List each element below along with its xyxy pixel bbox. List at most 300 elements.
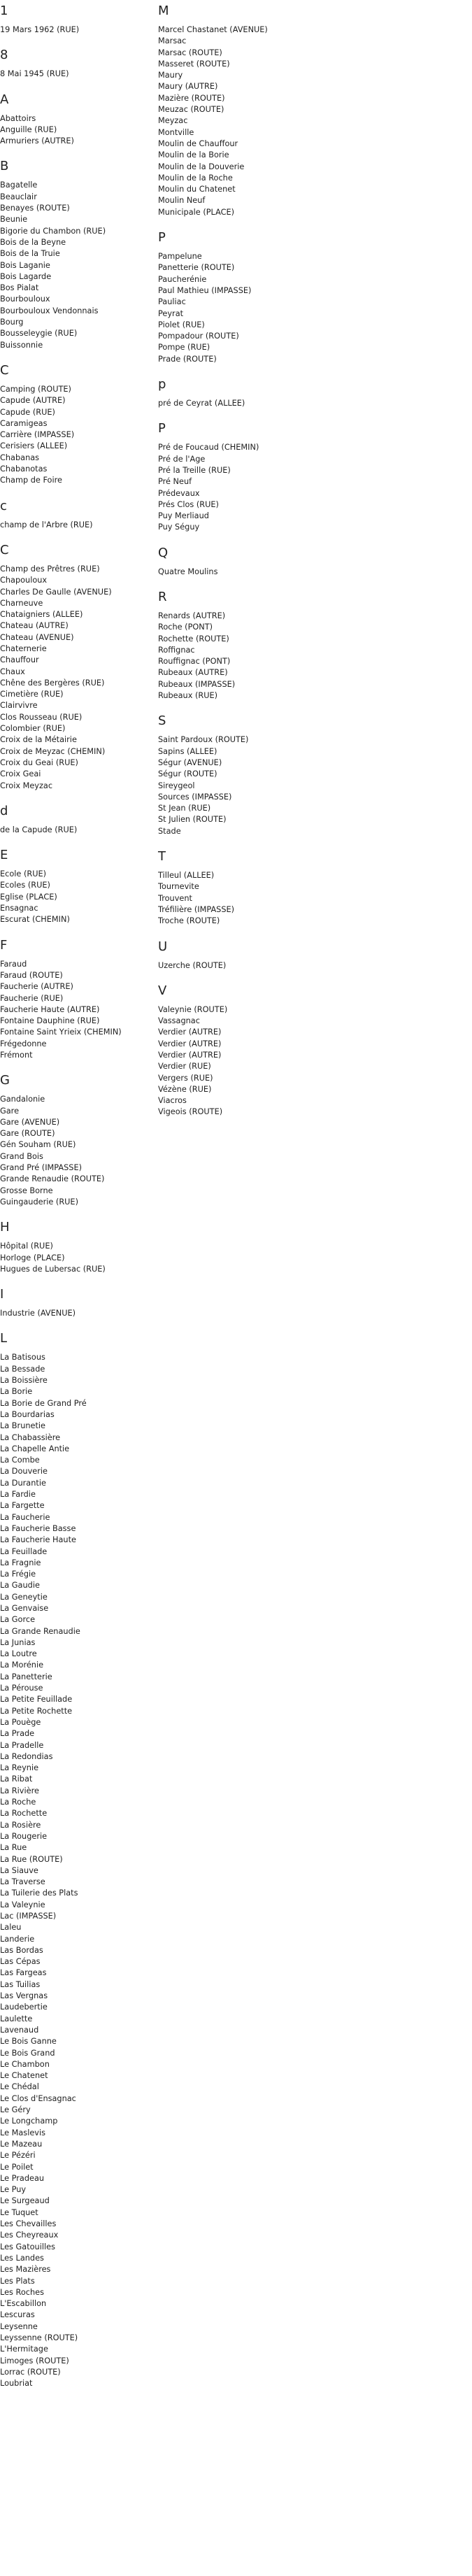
street-name: Croix Geai <box>0 769 41 779</box>
street-list <box>158 870 291 927</box>
street-name: La Rochette <box>0 1809 48 1819</box>
letter-section-c <box>0 542 133 792</box>
street-list <box>158 398 291 409</box>
street-name: Le Chédal <box>0 2082 39 2092</box>
street-name: Chêne des Bergères (RUE) <box>0 678 105 688</box>
street-name: Tilleul (ALLEE) <box>158 871 215 881</box>
street-name: Chateau (AUTRE) <box>0 621 69 631</box>
street-name: Escurat (CHEMIN) <box>0 915 70 925</box>
street-name: Capude (AUTRE) <box>0 396 66 406</box>
street-list <box>0 384 133 487</box>
street-name: La Gorce <box>0 1615 36 1625</box>
street-name: Ségur (ROUTE) <box>158 769 217 779</box>
street-list <box>0 1241 133 1275</box>
street-list <box>0 1094 133 1208</box>
street-name: de la Capude (RUE) <box>0 825 78 834</box>
street-name: Maury <box>158 71 183 80</box>
street-name: Renards (AUTRE) <box>158 611 226 620</box>
street-name: Hugues de Lubersac (RUE) <box>0 1264 106 1274</box>
street-name: Marsac (ROUTE) <box>158 48 222 57</box>
street-name: La Rougerie <box>0 1831 48 1841</box>
letter-section-p <box>158 229 291 365</box>
street-name: Las Fargeas <box>0 1968 47 1978</box>
letter-heading: P <box>158 421 166 436</box>
street-list <box>158 734 291 837</box>
street-name: Croix de la Métairie <box>0 735 77 745</box>
street-name: Charles De Gaulle (AVENUE) <box>0 587 112 597</box>
street-name: La Tuilerie des Plats <box>0 1888 78 1898</box>
street-name: Ségur (AVENUE) <box>158 757 222 767</box>
street-name: La Borie de Grand Pré <box>0 1398 87 1408</box>
street-name: Verdier (AUTRE) <box>158 1051 222 1060</box>
street-name: Moulin de Chauffour <box>158 138 238 148</box>
street-name: Rochette (ROUTE) <box>158 634 229 643</box>
street-name: Panetterie (ROUTE) <box>158 263 235 273</box>
street-name: Saint Pardoux (ROUTE) <box>158 735 249 745</box>
street-name: La Roche <box>0 1798 36 1807</box>
street-name: Chaternerie <box>0 643 47 653</box>
street-name: Chapouloux <box>0 576 48 585</box>
street-name: Anguille (RUE) <box>0 124 57 134</box>
street-name: Verdier (AUTRE) <box>158 1039 222 1048</box>
street-name: Leysenne <box>0 2321 38 2331</box>
street-name: Puy Merliaud <box>158 511 209 521</box>
street-name: Quatre Moulins <box>158 567 218 576</box>
street-name: Montville <box>158 127 194 137</box>
street-name: Sapins (ALLEE) <box>158 746 217 756</box>
street-name: Les Cheyreaux <box>0 2230 59 2240</box>
street-name: Grand Pré (IMPASSE) <box>0 1163 82 1173</box>
letter-section-e <box>0 847 133 925</box>
street-name: Laudebertie <box>0 2002 48 2012</box>
letter-section-u <box>158 939 291 972</box>
street-name: Bois Lagarde <box>0 271 52 281</box>
letter-heading: U <box>158 939 168 954</box>
letter-section-p <box>158 420 291 533</box>
street-name: Hôpital (RUE) <box>0 1241 53 1251</box>
street-name: Rubeaux (IMPASSE) <box>158 679 236 689</box>
street-name: La Ribat <box>0 1774 33 1784</box>
street-name: Uzerche (ROUTE) <box>158 960 227 970</box>
street-name: Cimetière (RUE) <box>0 690 64 699</box>
street-name: La Redondias <box>0 1751 53 1761</box>
street-name: Limoges (ROUTE) <box>0 2356 69 2365</box>
street-name: Clairvivre <box>0 701 38 711</box>
street-name: Bos Pialat <box>0 283 39 293</box>
street-name: Moulin de la Douverie <box>158 162 245 171</box>
street-name: Les Roches <box>0 2287 44 2297</box>
street-name: Rubeaux (AUTRE) <box>158 668 228 678</box>
street-name: Chauffour <box>0 655 39 665</box>
street-name: La Faucherie <box>0 1512 50 1522</box>
street-name: Pampelune <box>158 252 202 262</box>
street-name: Vézène (RUE) <box>158 1084 212 1094</box>
street-name: Vigeois (ROUTE) <box>158 1107 223 1117</box>
street-name: Tréfilière (IMPASSE) <box>158 904 235 914</box>
street-name: Vergers (RUE) <box>158 1073 213 1083</box>
street-index-left-column <box>0 3 133 2400</box>
street-name: Laleu <box>0 1923 22 1933</box>
street-name: Verdier (AUTRE) <box>158 1027 222 1037</box>
street-name: Clos Rousseau (RUE) <box>0 712 83 722</box>
street-list <box>158 442 291 533</box>
street-name: Las Bordas <box>0 1945 43 1955</box>
street-name: La Prade <box>0 1729 35 1739</box>
street-name: Gén Souham (RUE) <box>0 1140 76 1150</box>
street-name: Roche (PONT) <box>158 622 213 632</box>
street-name: La Siauve <box>0 1865 38 1875</box>
street-name: Croix du Geai (RUE) <box>0 757 78 767</box>
street-name: Pompe (RUE) <box>158 343 210 353</box>
letter-section-p <box>158 376 291 409</box>
letter-heading: P <box>158 230 166 245</box>
street-name: Prédevaux <box>158 488 200 498</box>
street-name: Bagatelle <box>0 180 38 190</box>
street-name: Loubriat <box>0 2379 33 2389</box>
street-name: Rubeaux (RUE) <box>158 691 218 701</box>
street-name: Pompadour (ROUTE) <box>158 332 239 341</box>
street-name: Le Longchamp <box>0 2116 58 2126</box>
street-name: Faraud (ROUTE) <box>0 970 63 980</box>
street-list <box>0 69 133 80</box>
street-name: Colombier (RUE) <box>0 724 66 734</box>
street-name: Valeynie (ROUTE) <box>158 1004 228 1014</box>
street-name: Meyzac <box>158 116 188 126</box>
street-name: La Morénie <box>0 1660 44 1670</box>
street-name: Moulin du Chatenet <box>158 185 236 194</box>
street-name: Le Chatenet <box>0 2071 48 2081</box>
street-name: Benayes (ROUTE) <box>0 204 70 213</box>
street-list <box>0 113 133 148</box>
street-name: St Julien (ROUTE) <box>158 815 227 825</box>
street-name: Moulin de la Borie <box>158 150 229 160</box>
street-name: La Combe <box>0 1456 40 1465</box>
letter-section-1 <box>0 3 133 36</box>
street-index-right-column <box>158 3 291 1130</box>
street-name: La Pouège <box>0 1717 41 1727</box>
letter-heading: C <box>0 362 9 378</box>
street-name: La Petite Feuillade <box>0 1695 73 1705</box>
street-name: La Rivière <box>0 1786 39 1795</box>
street-name: Le Chambon <box>0 2059 50 2069</box>
letter-heading: H <box>0 1220 10 1235</box>
street-name: Camping (ROUTE) <box>0 384 71 394</box>
street-name: Ecole (RUE) <box>0 869 47 879</box>
street-name: Tournevite <box>158 882 199 892</box>
street-name: Puy Séguy <box>158 522 200 532</box>
street-name: Le Géry <box>0 2105 31 2115</box>
street-list <box>0 564 133 792</box>
street-list <box>158 611 291 702</box>
street-name: Gare (AVENUE) <box>0 1117 60 1127</box>
street-name: Faraud <box>0 959 27 969</box>
street-name: Buissonnie <box>0 340 43 350</box>
street-name: Carrière (IMPASSE) <box>0 430 75 440</box>
street-name: Le Mazeau <box>0 2139 43 2149</box>
street-name: Piolet (RUE) <box>158 320 205 329</box>
street-name: Sources (IMPASSE) <box>158 792 232 802</box>
letter-heading: V <box>158 983 167 998</box>
letter-heading: R <box>158 589 167 604</box>
street-name: Le Poilet <box>0 2162 34 2172</box>
letter-heading: F <box>0 937 8 953</box>
street-name: Champ des Prêtres (RUE) <box>0 564 100 574</box>
street-name: Mazière (ROUTE) <box>158 93 225 103</box>
street-name: Faucherie (AUTRE) <box>0 982 73 992</box>
street-name: Grand Bois <box>0 1151 43 1161</box>
street-name: Prés Clos (RUE) <box>158 499 219 509</box>
letter-heading: S <box>158 713 166 729</box>
street-name: La Genvaise <box>0 1603 49 1613</box>
street-name: Gandalonie <box>0 1095 45 1104</box>
letter-section-c <box>0 362 133 487</box>
street-name: La Pradelle <box>0 1740 44 1750</box>
street-name: Beunie <box>0 215 28 225</box>
street-name: Pré Neuf <box>158 477 192 487</box>
street-name: Municipale (PLACE) <box>158 207 235 217</box>
street-name: Frégedonne <box>0 1039 47 1048</box>
street-name: Pré la Treille (RUE) <box>158 465 231 475</box>
street-name: La Traverse <box>0 1877 45 1887</box>
street-name: La Rue <box>0 1843 27 1853</box>
street-name: Prade (ROUTE) <box>158 354 217 364</box>
street-name: Chaux <box>0 667 25 676</box>
letter-section-i <box>0 1286 133 1319</box>
letter-heading: 1 <box>0 3 8 18</box>
street-name: La Fargette <box>0 1501 45 1511</box>
street-list <box>158 251 291 365</box>
street-name: La Feuillade <box>0 1546 48 1556</box>
street-name: Lescuras <box>0 2310 35 2320</box>
letter-heading: I <box>0 1287 4 1302</box>
street-name: Caramigeas <box>0 418 48 428</box>
street-list <box>158 567 291 578</box>
street-name: La Durantie <box>0 1478 46 1488</box>
letter-heading: G <box>0 1073 10 1088</box>
letter-section-v <box>158 983 291 1118</box>
street-name: champ de l'Arbre (RUE) <box>0 520 93 529</box>
street-name: Le Bois Grand <box>0 2048 55 2058</box>
street-name: Stade <box>158 826 181 836</box>
street-name: Viacros <box>158 1096 187 1106</box>
letter-heading: B <box>0 159 9 174</box>
letter-heading: T <box>158 849 166 864</box>
street-name: La Chabassière <box>0 1432 61 1442</box>
street-name: Moulin Neuf <box>158 196 206 206</box>
street-name: La Douverie <box>0 1467 48 1476</box>
street-name: La Rue (ROUTE) <box>0 1854 63 1864</box>
street-name: Les Gatouilles <box>0 2242 55 2251</box>
street-name: Armuriers (AUTRE) <box>0 136 74 146</box>
street-name: Le Maslevis <box>0 2128 45 2137</box>
street-name: Charneuve <box>0 598 43 608</box>
street-name: Maury (AUTRE) <box>158 82 218 92</box>
letter-heading: c <box>0 498 7 513</box>
letter-section-r <box>158 589 291 702</box>
street-name: Lorrac (ROUTE) <box>0 2367 61 2377</box>
letter-section-s <box>158 713 291 837</box>
street-name: Las Vergnas <box>0 1991 48 2001</box>
street-name: Las Tuilias <box>0 1979 41 1989</box>
street-name: Le Pradeau <box>0 2173 45 2183</box>
street-list <box>0 959 133 1062</box>
street-name: Beauclair <box>0 192 37 201</box>
street-name: Cerisiers (ALLEE) <box>0 441 68 451</box>
street-name: La Borie <box>0 1387 33 1397</box>
street-name: Las Cépas <box>0 1957 41 1967</box>
street-name: Croix Meyzac <box>0 781 53 790</box>
street-list <box>158 960 291 972</box>
street-name: Landerie <box>0 1934 35 1944</box>
street-name: Sireygeol <box>158 781 195 790</box>
street-list <box>0 180 133 350</box>
street-name: Chabanas <box>0 453 40 462</box>
letter-heading: Q <box>158 545 169 560</box>
street-name: La Fardie <box>0 1490 36 1500</box>
street-name: Horloge (PLACE) <box>0 1253 65 1262</box>
street-name: Le Tuquet <box>0 2207 38 2217</box>
street-name: Paul Mathieu (IMPASSE) <box>158 285 252 295</box>
street-name: La Fragnie <box>0 1558 41 1567</box>
street-name: Pré de Foucaud (CHEMIN) <box>158 443 259 453</box>
letter-section-8 <box>0 47 133 80</box>
street-name: Les Plats <box>0 2276 35 2286</box>
letter-heading: C <box>0 542 9 557</box>
street-name: La Bourdarias <box>0 1409 55 1419</box>
street-name: Bois de la Beyne <box>0 237 66 247</box>
street-name: La Panetterie <box>0 1672 52 1681</box>
street-name: Moulin de la Roche <box>158 173 233 183</box>
street-name: Le Surgeaud <box>0 2196 50 2206</box>
street-name: La Reynie <box>0 1763 39 1773</box>
street-name: La Rosière <box>0 1820 41 1830</box>
street-name: Laulette <box>0 2014 33 2023</box>
street-name: La Gaudie <box>0 1581 40 1591</box>
street-name: Les Landes <box>0 2253 44 2263</box>
street-name: St Jean (RUE) <box>158 804 211 813</box>
street-name: Bourbouloux <box>0 294 50 304</box>
street-name: Chateau (AVENUE) <box>0 632 74 642</box>
street-name: 8 Mai 1945 (RUE) <box>0 69 69 79</box>
street-name: La Geneytie <box>0 1592 48 1602</box>
street-list <box>0 520 133 531</box>
street-name: Bigorie du Chambon (RUE) <box>0 226 106 236</box>
street-name: Abattoirs <box>0 113 36 123</box>
street-name: Frémont <box>0 1051 33 1060</box>
street-name: La Frégie <box>0 1570 36 1579</box>
street-name: Lac (IMPASSE) <box>0 1912 57 1921</box>
letter-section-c <box>0 498 133 531</box>
street-name: Le Bois Ganne <box>0 2037 57 2047</box>
street-name: La Loutre <box>0 1649 37 1659</box>
street-name: La Junias <box>0 1637 36 1647</box>
street-name: Le Puy <box>0 2185 27 2195</box>
street-name: Bourbouloux Vendonnais <box>0 306 99 315</box>
street-name: pré de Ceyrat (ALLEE) <box>158 399 245 408</box>
street-name: Roffignac <box>158 645 195 655</box>
street-list <box>158 24 291 218</box>
street-name: Rouffignac (PONT) <box>158 657 231 667</box>
letter-heading: L <box>0 1331 8 1346</box>
street-name: Troche (ROUTE) <box>158 916 220 926</box>
street-name: La Batisous <box>0 1353 45 1362</box>
street-name: Faucherie (RUE) <box>0 993 64 1003</box>
street-name: Chabanotas <box>0 464 48 474</box>
street-name: Champ de Foire <box>0 476 62 485</box>
street-name: Marsac <box>158 36 187 46</box>
street-name: La Petite Rochette <box>0 1706 73 1716</box>
street-name: Grosse Borne <box>0 1186 53 1195</box>
street-name: Le Pézéri <box>0 2151 36 2161</box>
street-name: Faucherie Haute (AUTRE) <box>0 1004 100 1014</box>
street-name: Ecoles (RUE) <box>0 881 50 890</box>
letter-section-f <box>0 937 133 1062</box>
street-name: La Faucherie Basse <box>0 1523 76 1533</box>
street-name: La Chapelle Antie <box>0 1444 70 1453</box>
letter-section-d <box>0 803 133 836</box>
street-name: Ensagnac <box>0 904 38 913</box>
letter-section-l <box>0 1330 133 2389</box>
street-name: La Boissière <box>0 1376 48 1386</box>
letter-heading: M <box>158 3 169 18</box>
street-name: Chataigniers (ALLEE) <box>0 610 83 620</box>
letter-section-g <box>0 1072 133 1208</box>
street-name: La Brunetie <box>0 1421 45 1431</box>
street-name: L'Hermitage <box>0 2344 48 2354</box>
letter-heading: d <box>0 803 8 818</box>
letter-section-m <box>158 3 291 218</box>
street-name: Eglise (PLACE) <box>0 892 57 902</box>
street-name: Grande Renaudie (ROUTE) <box>0 1174 105 1184</box>
street-name: La Pérouse <box>0 1684 43 1693</box>
street-name: Fontaine Dauphine (RUE) <box>0 1016 100 1026</box>
street-list <box>0 1352 133 2389</box>
street-list <box>0 825 133 836</box>
street-name: Leyssenne (ROUTE) <box>0 2333 78 2342</box>
street-name: Croix de Meyzac (CHEMIN) <box>0 746 106 756</box>
street-list <box>0 24 133 36</box>
street-name: Pré de l'Age <box>158 454 206 464</box>
street-name: Lavenaud <box>0 2025 39 2035</box>
street-name: Le Clos d'Ensagnac <box>0 2093 76 2103</box>
letter-section-h <box>0 1219 133 1275</box>
street-name: 19 Mars 1962 (RUE) <box>0 25 80 34</box>
letter-section-b <box>0 158 133 350</box>
letter-heading: A <box>0 92 9 107</box>
street-name: Meuzac (ROUTE) <box>158 105 224 115</box>
street-name: Les Mazières <box>0 2265 51 2275</box>
letter-section-a <box>0 92 133 148</box>
street-name: Marcel Chastanet (AVENUE) <box>158 25 268 34</box>
street-name: Masseret (ROUTE) <box>158 59 230 69</box>
street-name: Pauliac <box>158 297 186 307</box>
street-name: La Bessade <box>0 1364 45 1374</box>
street-name: Bois Laganie <box>0 260 50 270</box>
street-name: Vassagnac <box>158 1016 200 1026</box>
street-name: Bourg <box>0 318 24 327</box>
street-name: Capude (RUE) <box>0 407 55 417</box>
street-name: Verdier (RUE) <box>158 1062 211 1072</box>
letter-section-t <box>158 848 291 927</box>
street-list <box>158 1004 291 1118</box>
street-name: La Valeynie <box>0 1900 45 1909</box>
letter-heading: p <box>158 377 166 392</box>
street-name: La Faucherie Haute <box>0 1535 76 1545</box>
letter-section-q <box>158 545 291 578</box>
street-name: Industrie (AVENUE) <box>0 1309 76 1318</box>
street-list <box>0 1308 133 1319</box>
street-name: Gare (ROUTE) <box>0 1129 55 1139</box>
